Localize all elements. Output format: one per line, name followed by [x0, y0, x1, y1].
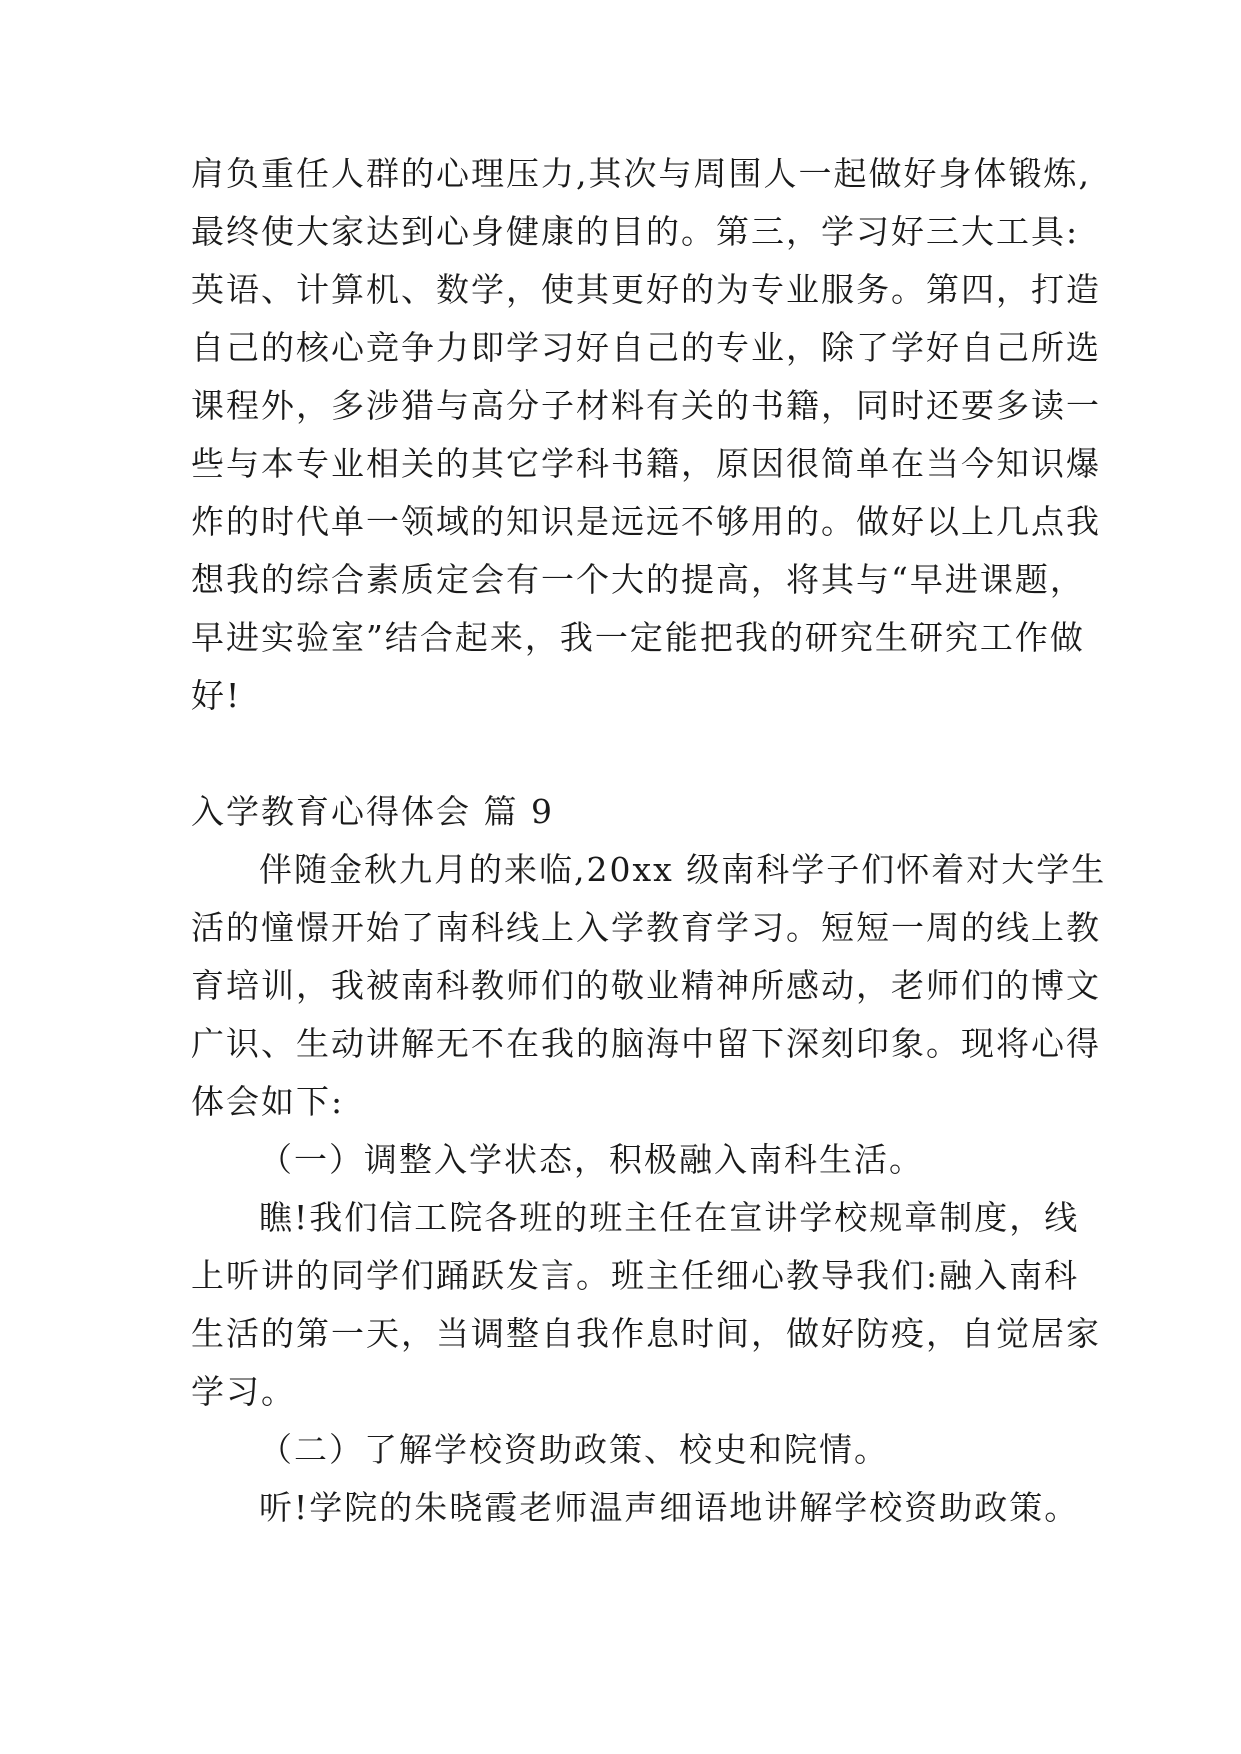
text-line: 好!: [191, 676, 242, 715]
section-spacer: [191, 725, 1061, 783]
text-line: 肩负重任人群的心理压力,其次与周围人一起做好身体锻炼,: [191, 154, 1091, 193]
text-line: 生活的第一天，当调整自我作息时间，做好防疫，自觉居家: [191, 1314, 1101, 1353]
paragraph-2: [191, 1189, 1101, 1421]
text-line: 课程外，多涉猎与高分子材料有关的书籍，同时还要多读一: [191, 386, 1101, 425]
text-line: 早进实验室”结合起来，我一定能把我的研究生研究工作做: [191, 618, 1085, 657]
text-line: 广识、生动讲解无不在我的脑海中留下深刻印象。现将心得: [191, 1024, 1101, 1063]
previous-section-paragraph: [191, 145, 1101, 725]
intro-paragraph: [191, 841, 1107, 1131]
text-line: 最终使大家达到心身健康的目的。第三，学习好三大工具:: [191, 212, 1080, 251]
subheading-1: （一）调整入学状态，积极融入南科生活。: [259, 1140, 924, 1179]
subheading-2: （二）了解学校资助政策、校史和院情。: [259, 1430, 889, 1469]
document-body: [191, 145, 1107, 1537]
text-line: 英语、计算机、数学，使其更好的为专业服务。第四，打造: [191, 270, 1101, 309]
text-line: 听!学院的朱晓霞老师温声细语地讲解学校资助政策。: [259, 1488, 1080, 1527]
text-line: 学习。: [191, 1372, 296, 1411]
text-line: 伴随金秋九月的来临,20xx 级南科学子们怀着对大学生: [259, 850, 1107, 889]
text-line: 些与本专业相关的其它学科书籍，原因很简单在当今知识爆: [191, 444, 1101, 483]
text-line: 活的憧憬开始了南科线上入学教育学习。短短一周的线上教: [191, 908, 1101, 947]
text-line: 体会如下:: [191, 1082, 345, 1121]
text-line: 想我的综合素质定会有一个大的提高，将其与“早进课题，: [191, 560, 1085, 599]
text-line: 自己的核心竞争力即学习好自己的专业，除了学好自己所选: [191, 328, 1101, 367]
section-heading: 入学教育心得体会 篇 9: [191, 792, 554, 831]
text-line: 上听讲的同学们踊跃发言。班主任细心教导我们:融入南科: [191, 1256, 1080, 1295]
text-line: 育培训，我被南科教师们的敬业精神所感动，老师们的博文: [191, 966, 1101, 1005]
paragraph-3: [191, 1479, 1080, 1537]
text-line: 瞧!我们信工院各班的班主任在宣讲学校规章制度，线: [259, 1198, 1080, 1237]
text-line: 炸的时代单一领域的知识是远远不够用的。做好以上几点我: [191, 502, 1101, 541]
